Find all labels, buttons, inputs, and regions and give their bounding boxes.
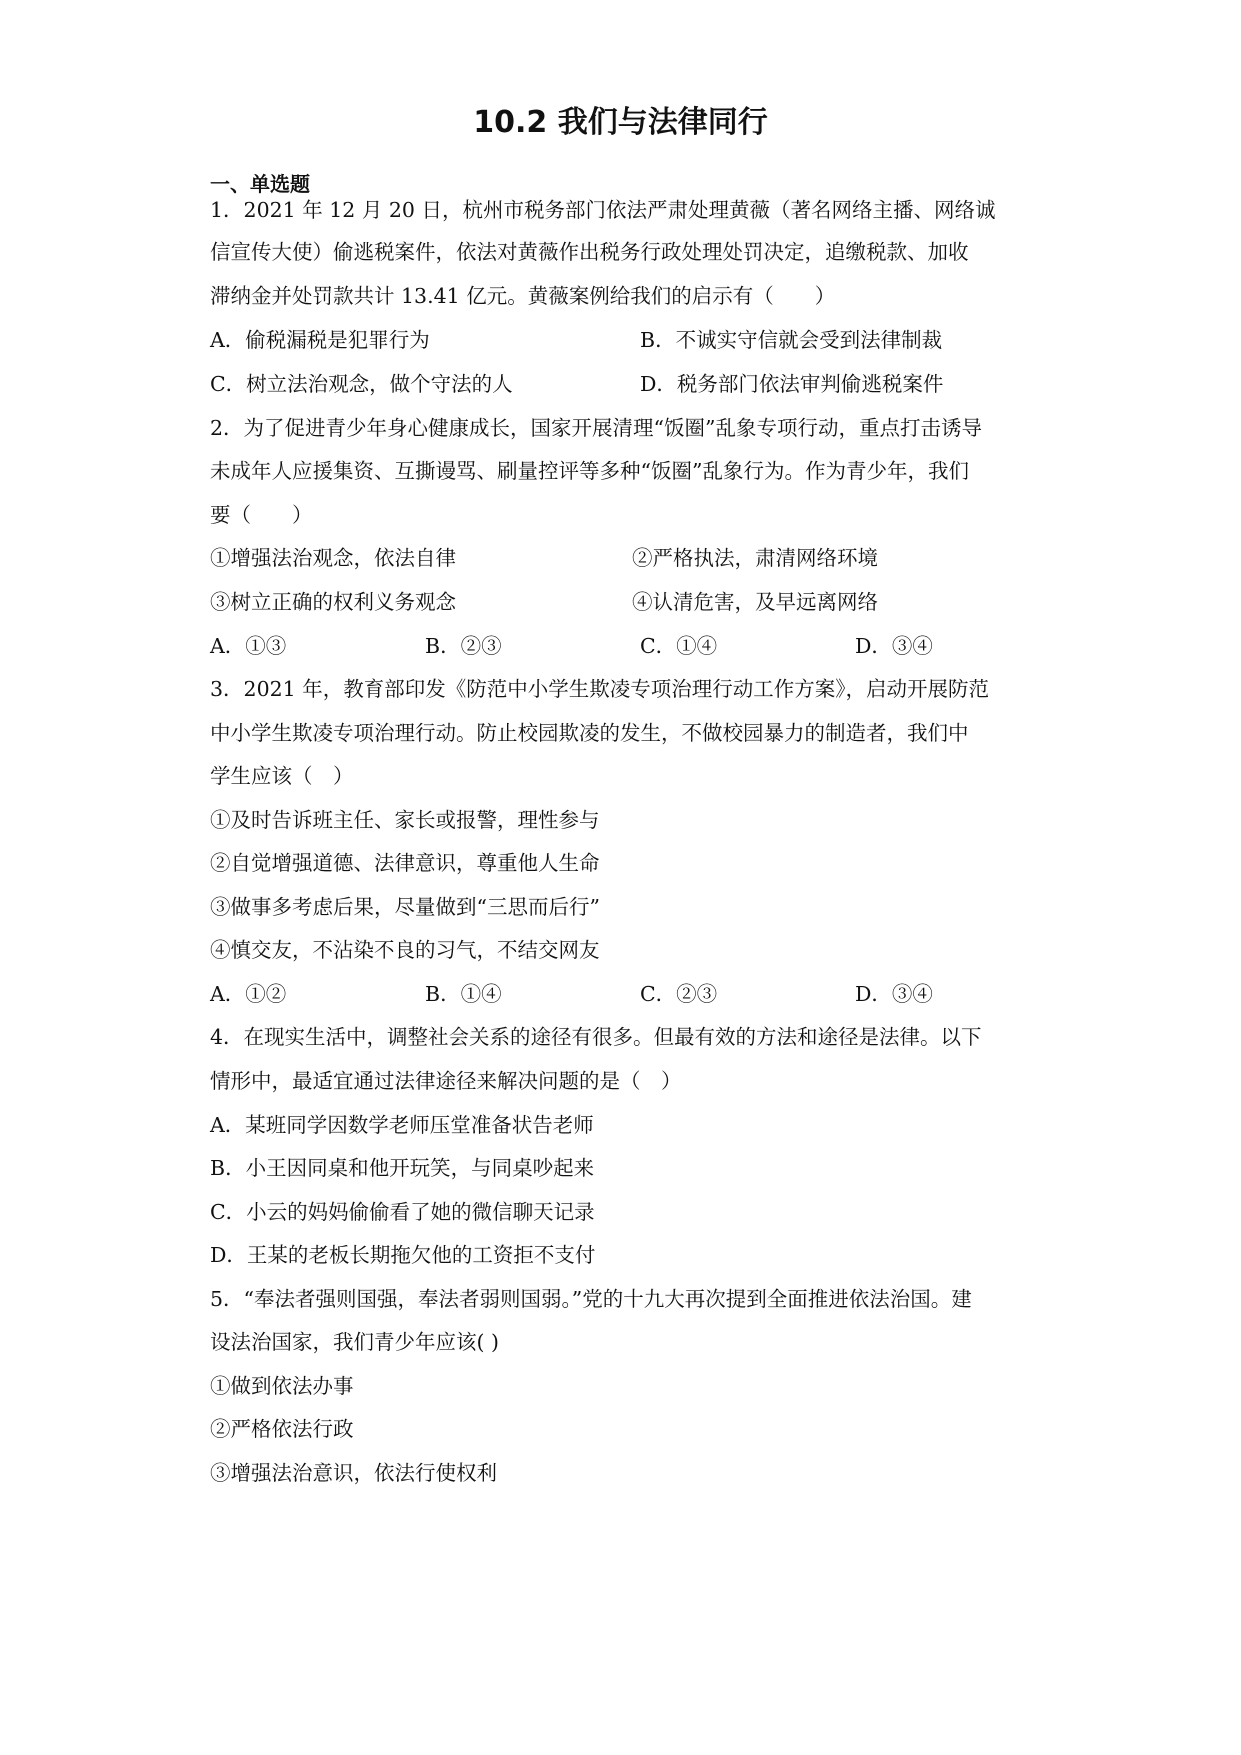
question-2-option-c: C．①④ (640, 634, 718, 658)
question-4-option-d: D．王某的老板长期拖欠他的工资拒不支付 (210, 1243, 596, 1267)
question-1-option-a: A．偷税漏税是犯罪行为 (210, 328, 430, 352)
question-2-item-4: ④认清危害，及早远离网络 (632, 590, 878, 614)
question-3-line-3: 学生应该（ ） (210, 764, 354, 788)
question-1-line-2: 信宣传大使）偷逃税案件，依法对黄薇作出税务行政处理处罚决定，追缴税款、加收 (210, 240, 969, 264)
question-1-option-d: D．税务部门依法审判偷逃税案件 (640, 372, 944, 396)
question-3-item-2: ②自觉增强道德、法律意识，尊重他人生命 (210, 851, 600, 875)
question-3-item-3: ③做事多考虑后果，尽量做到“三思而后行” (210, 895, 600, 919)
question-5-item-2: ②严格依法行政 (210, 1417, 354, 1441)
question-4-line-2: 情形中，最适宜通过法律途径来解决问题的是（ ） (210, 1069, 682, 1093)
question-2-option-d: D．③④ (855, 634, 933, 658)
question-2-item-3: ③树立正确的权利义务观念 (210, 590, 456, 614)
question-3-item-4: ④慎交友，不沾染不良的习气，不结交网友 (210, 938, 600, 962)
question-2-line-1: 2．为了促进青少年身心健康成长，国家开展清理“饭圈”乱象专项行动，重点打击诱导 (210, 416, 983, 440)
question-2-item-2: ②严格执法，肃清网络环境 (632, 546, 878, 570)
question-2-option-a: A．①③ (210, 634, 287, 658)
question-2-line-3: 要（ ） (210, 503, 313, 527)
question-3-option-b: B．①④ (425, 982, 502, 1006)
question-5-item-1: ①做到依法办事 (210, 1374, 354, 1398)
question-4-option-c: C．小云的妈妈偷偷看了她的微信聊天记录 (210, 1200, 595, 1224)
question-1-line-1: 1．2021 年 12 月 20 日，杭州市税务部门依法严肃处理黄薇（著名网络主播、网络诚 (210, 198, 996, 222)
question-4-option-a: A．某班同学因数学老师压堂准备状告老师 (210, 1113, 594, 1137)
question-4-option-b: B．小王因同桌和他开玩笑，与同桌吵起来 (210, 1156, 595, 1180)
question-2-line-2: 未成年人应援集资、互撕谩骂、刷量控评等多种“饭圈”乱象行为。作为青少年，我们 (210, 459, 969, 483)
question-5-line-2: 设法治国家，我们青少年应该( ) (210, 1330, 500, 1354)
question-1-option-c: C．树立法治观念，做个守法的人 (210, 372, 513, 396)
section-heading: 一、单选题 (210, 172, 310, 196)
question-3-item-1: ①及时告诉班主任、家长或报警，理性参与 (210, 808, 600, 832)
question-5-item-3: ③增强法治意识，依法行使权利 (210, 1461, 497, 1485)
question-3-option-c: C．②③ (640, 982, 718, 1006)
question-1-line-3: 滞纳金并处罚款共计 13.41 亿元。黄薇案例给我们的启示有（ ） (210, 284, 836, 308)
question-3-line-1: 3．2021 年，教育部印发《防范中小学生欺凌专项治理行动工作方案》，启动开展防范 (210, 677, 989, 701)
page-title: 10.2 我们与法律同行 (473, 105, 768, 140)
question-3-option-a: A．①② (210, 982, 287, 1006)
question-1-option-b: B．不诚实守信就会受到法律制裁 (640, 328, 943, 352)
question-4-line-1: 4．在现实生活中，调整社会关系的途径有很多。但最有效的方法和途径是法律。以下 (210, 1025, 982, 1049)
question-3-option-d: D．③④ (855, 982, 933, 1006)
question-2-item-1: ①增强法治观念，依法自律 (210, 546, 456, 570)
question-5-line-1: 5．“奉法者强则国强，奉法者弱则国弱。”党的十九大再次提到全面推进依法治国。建 (210, 1287, 972, 1311)
question-3-line-2: 中小学生欺凌专项治理行动。防止校园欺凌的发生，不做校园暴力的制造者，我们中 (210, 721, 969, 745)
question-2-option-b: B．②③ (425, 634, 502, 658)
